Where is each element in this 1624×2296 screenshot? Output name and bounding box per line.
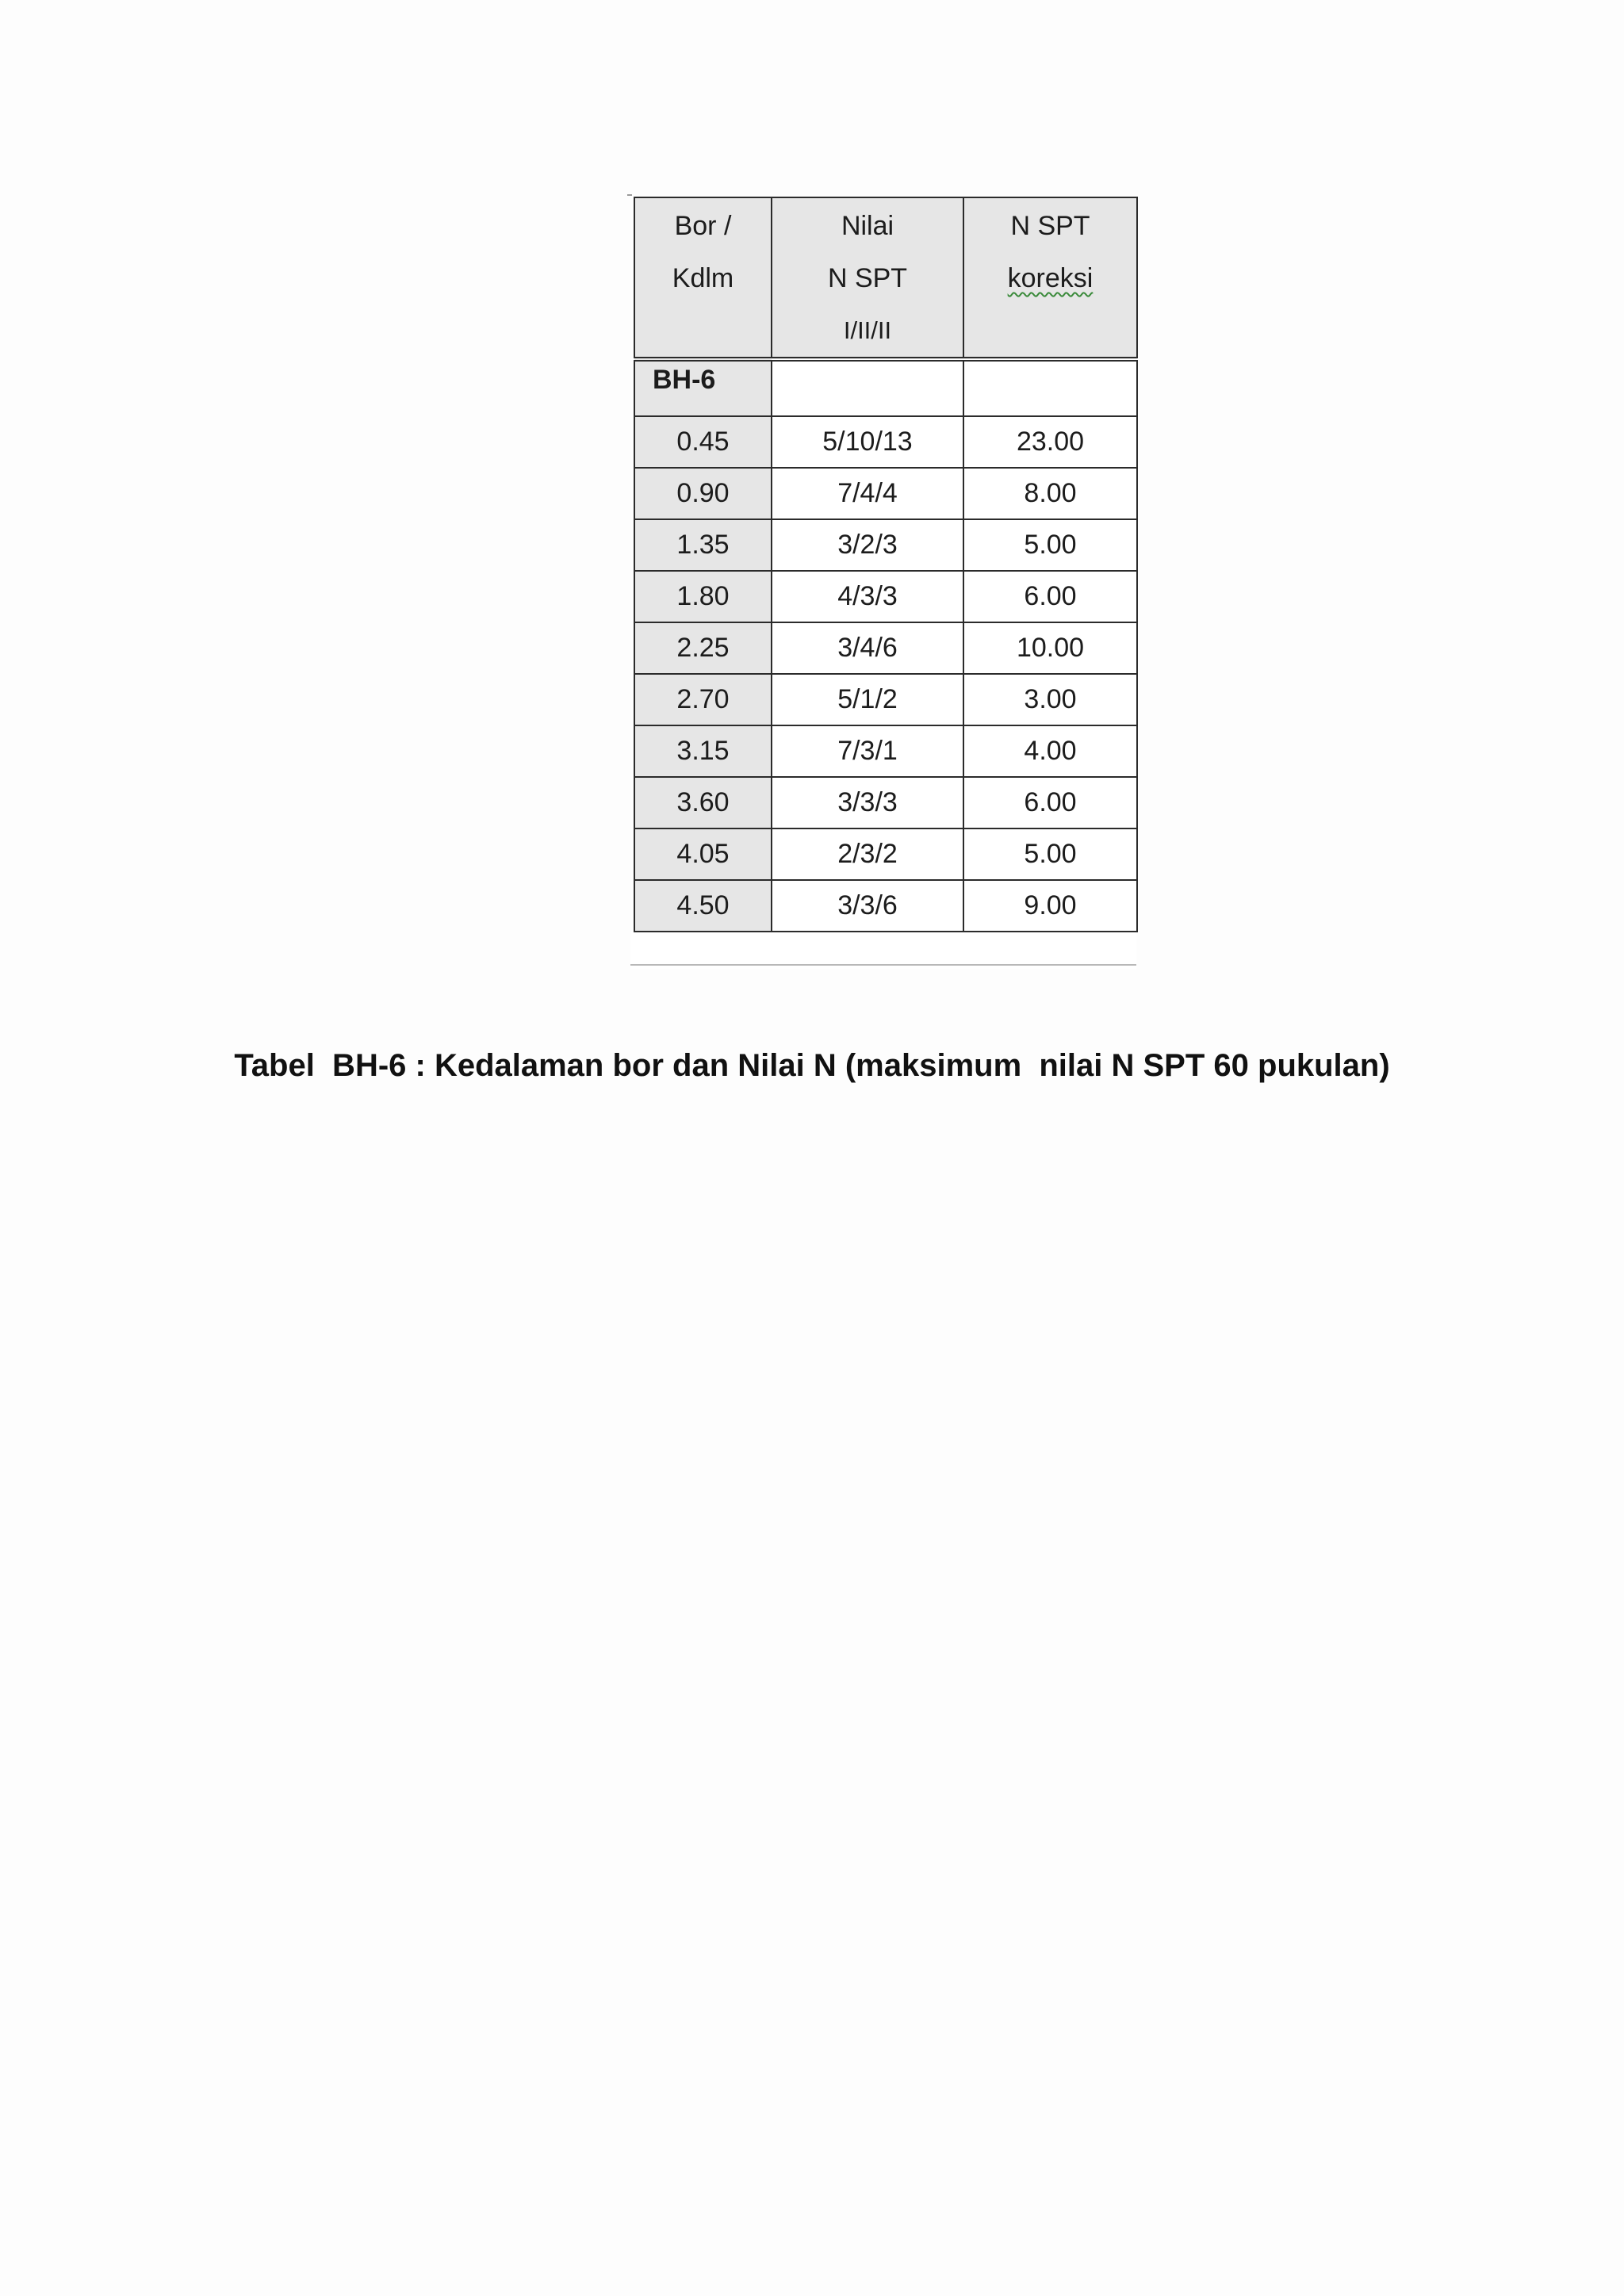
n-koreksi-cell: 8.00 — [963, 468, 1137, 519]
depth-cell: 3.60 — [634, 777, 772, 828]
table-caption: Tabel BH-6 : Kedalaman bor dan Nilai N (maksimum nilai N SPT 60 pukulan) — [234, 1048, 1390, 1083]
n-spt-cell: 3/4/6 — [772, 622, 963, 674]
depth-cell: 1.35 — [634, 519, 772, 571]
header-text: Kdlm — [672, 263, 734, 293]
table-header-row — [634, 197, 1137, 359]
header-text: Nilai — [841, 211, 894, 241]
n-koreksi-cell: 9.00 — [963, 880, 1137, 932]
empty-cell — [772, 359, 963, 416]
n-koreksi-cell: 6.00 — [963, 571, 1137, 622]
spt-table-image — [630, 197, 1136, 970]
table-body — [634, 416, 1137, 932]
header-text: Bor / — [674, 211, 732, 241]
table-row — [634, 622, 1137, 674]
header-nilai-n-spt — [772, 197, 963, 359]
table-row — [634, 674, 1137, 725]
n-spt-cell: 3/3/3 — [772, 777, 963, 828]
depth-cell: 0.90 — [634, 468, 772, 519]
n-spt-cell: 2/3/2 — [772, 828, 963, 880]
table-row — [634, 880, 1137, 932]
depth-cell: 0.45 — [634, 416, 772, 468]
depth-cell: 1.80 — [634, 571, 772, 622]
n-koreksi-cell: 4.00 — [963, 725, 1137, 777]
section-label: BH-6 — [634, 359, 772, 416]
n-spt-cell: 5/10/13 — [772, 416, 963, 468]
n-spt-cell: 3/3/6 — [772, 880, 963, 932]
header-text: I/II/II — [843, 316, 892, 344]
scan-mark — [627, 194, 632, 196]
header-text: koreksi — [1007, 263, 1094, 293]
depth-cell: 4.05 — [634, 828, 772, 880]
table-row — [634, 468, 1137, 519]
table-row — [634, 519, 1137, 571]
depth-cell: 2.25 — [634, 622, 772, 674]
n-koreksi-cell: 5.00 — [963, 828, 1137, 880]
bottom-rule — [630, 964, 1136, 966]
table-row — [634, 571, 1137, 622]
header-n-spt-koreksi — [963, 197, 1137, 359]
table-row — [634, 777, 1137, 828]
table-row — [634, 828, 1137, 880]
header-text: N SPT — [1010, 211, 1090, 241]
n-spt-cell: 5/1/2 — [772, 674, 963, 725]
n-spt-cell: 7/4/4 — [772, 468, 963, 519]
n-spt-cell: 3/2/3 — [772, 519, 963, 571]
n-koreksi-cell: 6.00 — [963, 777, 1137, 828]
depth-cell: 4.50 — [634, 880, 772, 932]
header-bor-kdlm — [634, 197, 772, 359]
header-text: N SPT — [827, 263, 908, 293]
n-koreksi-cell: 10.00 — [963, 622, 1137, 674]
table-row — [634, 725, 1137, 777]
n-koreksi-cell: 23.00 — [963, 416, 1137, 468]
n-koreksi-cell: 3.00 — [963, 674, 1137, 725]
empty-cell — [963, 359, 1137, 416]
n-spt-cell: 7/3/1 — [772, 725, 963, 777]
depth-cell: 2.70 — [634, 674, 772, 725]
section-row — [634, 359, 1137, 416]
spt-table — [634, 197, 1138, 932]
n-koreksi-cell: 5.00 — [963, 519, 1137, 571]
depth-cell: 3.15 — [634, 725, 772, 777]
n-spt-cell: 4/3/3 — [772, 571, 963, 622]
table-row — [634, 416, 1137, 468]
